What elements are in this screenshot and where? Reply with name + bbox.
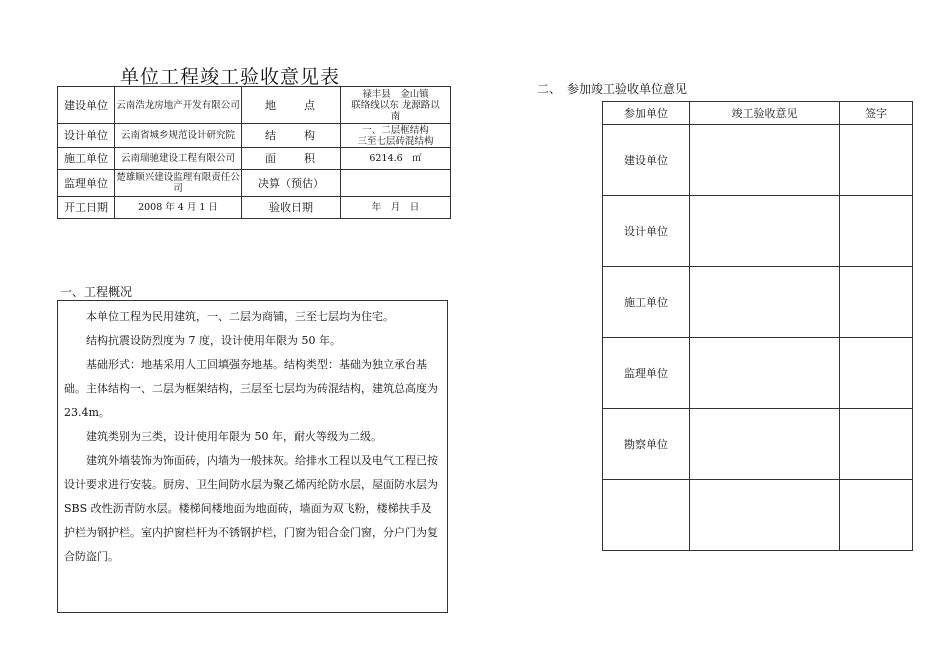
info-label: 监理单位 — [58, 170, 115, 197]
overview-paragraph: 结构抗震设防烈度为 7 度，设计使用年限为 50 年。 — [86, 334, 341, 347]
info-row — [58, 124, 451, 148]
acceptance-opinion — [690, 125, 840, 196]
acceptance-signature — [840, 409, 913, 480]
acceptance-unit: 建设单位 — [603, 125, 690, 196]
overview-paragraph: 建筑外墙装饰为饰面砖，内墙为一般抹灰。给排水工程以及电气工程已按设计要求进行安装。厨房、卫生间防水层为聚乙烯丙纶防水层，屋面防水层为 SBS 改性沥青防水层。楼梯间楼地面为地面砖，墙面为双飞粉，楼梯扶手及护栏为钢护栏。室内护窗栏杆为不锈钢护栏，门窗为铝合金门窗，分户门为复合防盗门。 — [64, 454, 438, 563]
info-value-line: 联络线以东 龙源路以 — [351, 99, 440, 111]
info-label-secondary: 决算（预估） — [242, 170, 341, 197]
acceptance-row — [603, 196, 913, 267]
info-value-line: 三至七层砖混结构 — [357, 135, 434, 147]
acceptance-unit: 设计单位 — [603, 196, 690, 267]
info-value: 云南瑞驰建设工程有限公司 — [115, 148, 242, 170]
acceptance-unit: 勘察单位 — [603, 409, 690, 480]
info-row — [58, 148, 451, 170]
info-value: 云南省城乡规范设计研究院 — [115, 124, 242, 148]
acceptance-signature — [840, 338, 913, 409]
acceptance-header-cell: 参加单位 — [603, 102, 690, 125]
info-row — [58, 170, 451, 197]
info-label-secondary: 地 点 — [242, 87, 341, 124]
info-label: 设计单位 — [58, 124, 115, 148]
info-value: 楚雄顺兴建设监理有限责任公司 — [115, 170, 242, 197]
acceptance-row — [603, 480, 913, 551]
info-value-line: 年 月 日 — [371, 202, 420, 213]
acceptance-unit: 监理单位 — [603, 338, 690, 409]
page-title: 单位工程竣工验收意见表 — [120, 66, 341, 88]
acceptance-header-row — [603, 102, 913, 125]
project-overview-box — [57, 300, 448, 613]
info-value-line: 南 — [390, 110, 401, 122]
acceptance-opinion — [690, 480, 840, 551]
acceptance-unit: 施工单位 — [603, 267, 690, 338]
acceptance-signature — [840, 125, 913, 196]
info-value-line: 一、二层框结构 — [362, 124, 429, 136]
acceptance-header-cell: 竣工验收意见 — [690, 102, 840, 125]
acceptance-row — [603, 409, 913, 480]
acceptance-opinion — [690, 409, 840, 480]
acceptance-signature — [840, 196, 913, 267]
info-value-line: 6214.6 ㎡ — [369, 153, 422, 164]
info-label: 开工日期 — [58, 197, 115, 219]
acceptance-opinion — [690, 267, 840, 338]
info-value-line: 禄丰县 金山镇 — [362, 88, 429, 100]
info-label: 施工单位 — [58, 148, 115, 170]
info-value-secondary — [341, 197, 451, 219]
project-info-table — [57, 86, 451, 219]
acceptance-signature — [840, 480, 913, 551]
acceptance-opinion — [690, 196, 840, 267]
acceptance-row — [603, 125, 913, 196]
acceptance-header-cell: 签字 — [840, 102, 913, 125]
section-acceptance-heading: 二、 参加竣工验收单位意见 — [537, 82, 688, 96]
info-value-secondary — [341, 148, 451, 170]
info-row — [58, 197, 451, 219]
info-label: 建设单位 — [58, 87, 115, 124]
acceptance-signature — [840, 267, 913, 338]
acceptance-opinion — [690, 338, 840, 409]
overview-paragraph: 建筑类别为三类，设计使用年限为 50 年，耐火等级为二级。 — [86, 430, 382, 443]
info-value: 云南浩龙房地产开发有限公司 — [115, 87, 242, 124]
info-value: 2008 年 4 月 1 日 — [115, 197, 242, 219]
info-label-secondary: 结 构 — [242, 124, 341, 148]
acceptance-unit — [603, 480, 690, 551]
info-value-secondary — [341, 170, 451, 197]
info-label-secondary: 面 积 — [242, 148, 341, 170]
overview-paragraph: 基础形式：地基采用人工回填强夯地基。结构类型：基础为独立承台基础。主体结构一、二层为框架结构，三层至七层均为砖混结构，建筑总高度为 23.4m。 — [64, 358, 438, 419]
acceptance-row — [603, 267, 913, 338]
info-label-secondary: 验收日期 — [242, 197, 341, 219]
section-overview-heading: 一、工程概况 — [60, 285, 133, 299]
acceptance-opinion-table — [602, 101, 913, 551]
acceptance-row — [603, 338, 913, 409]
overview-paragraph: 本单位工程为民用建筑，一、二层为商铺，三至七层均为住宅。 — [86, 310, 394, 323]
info-value-secondary — [341, 87, 451, 124]
info-value-secondary — [341, 124, 451, 148]
info-row — [58, 87, 451, 124]
